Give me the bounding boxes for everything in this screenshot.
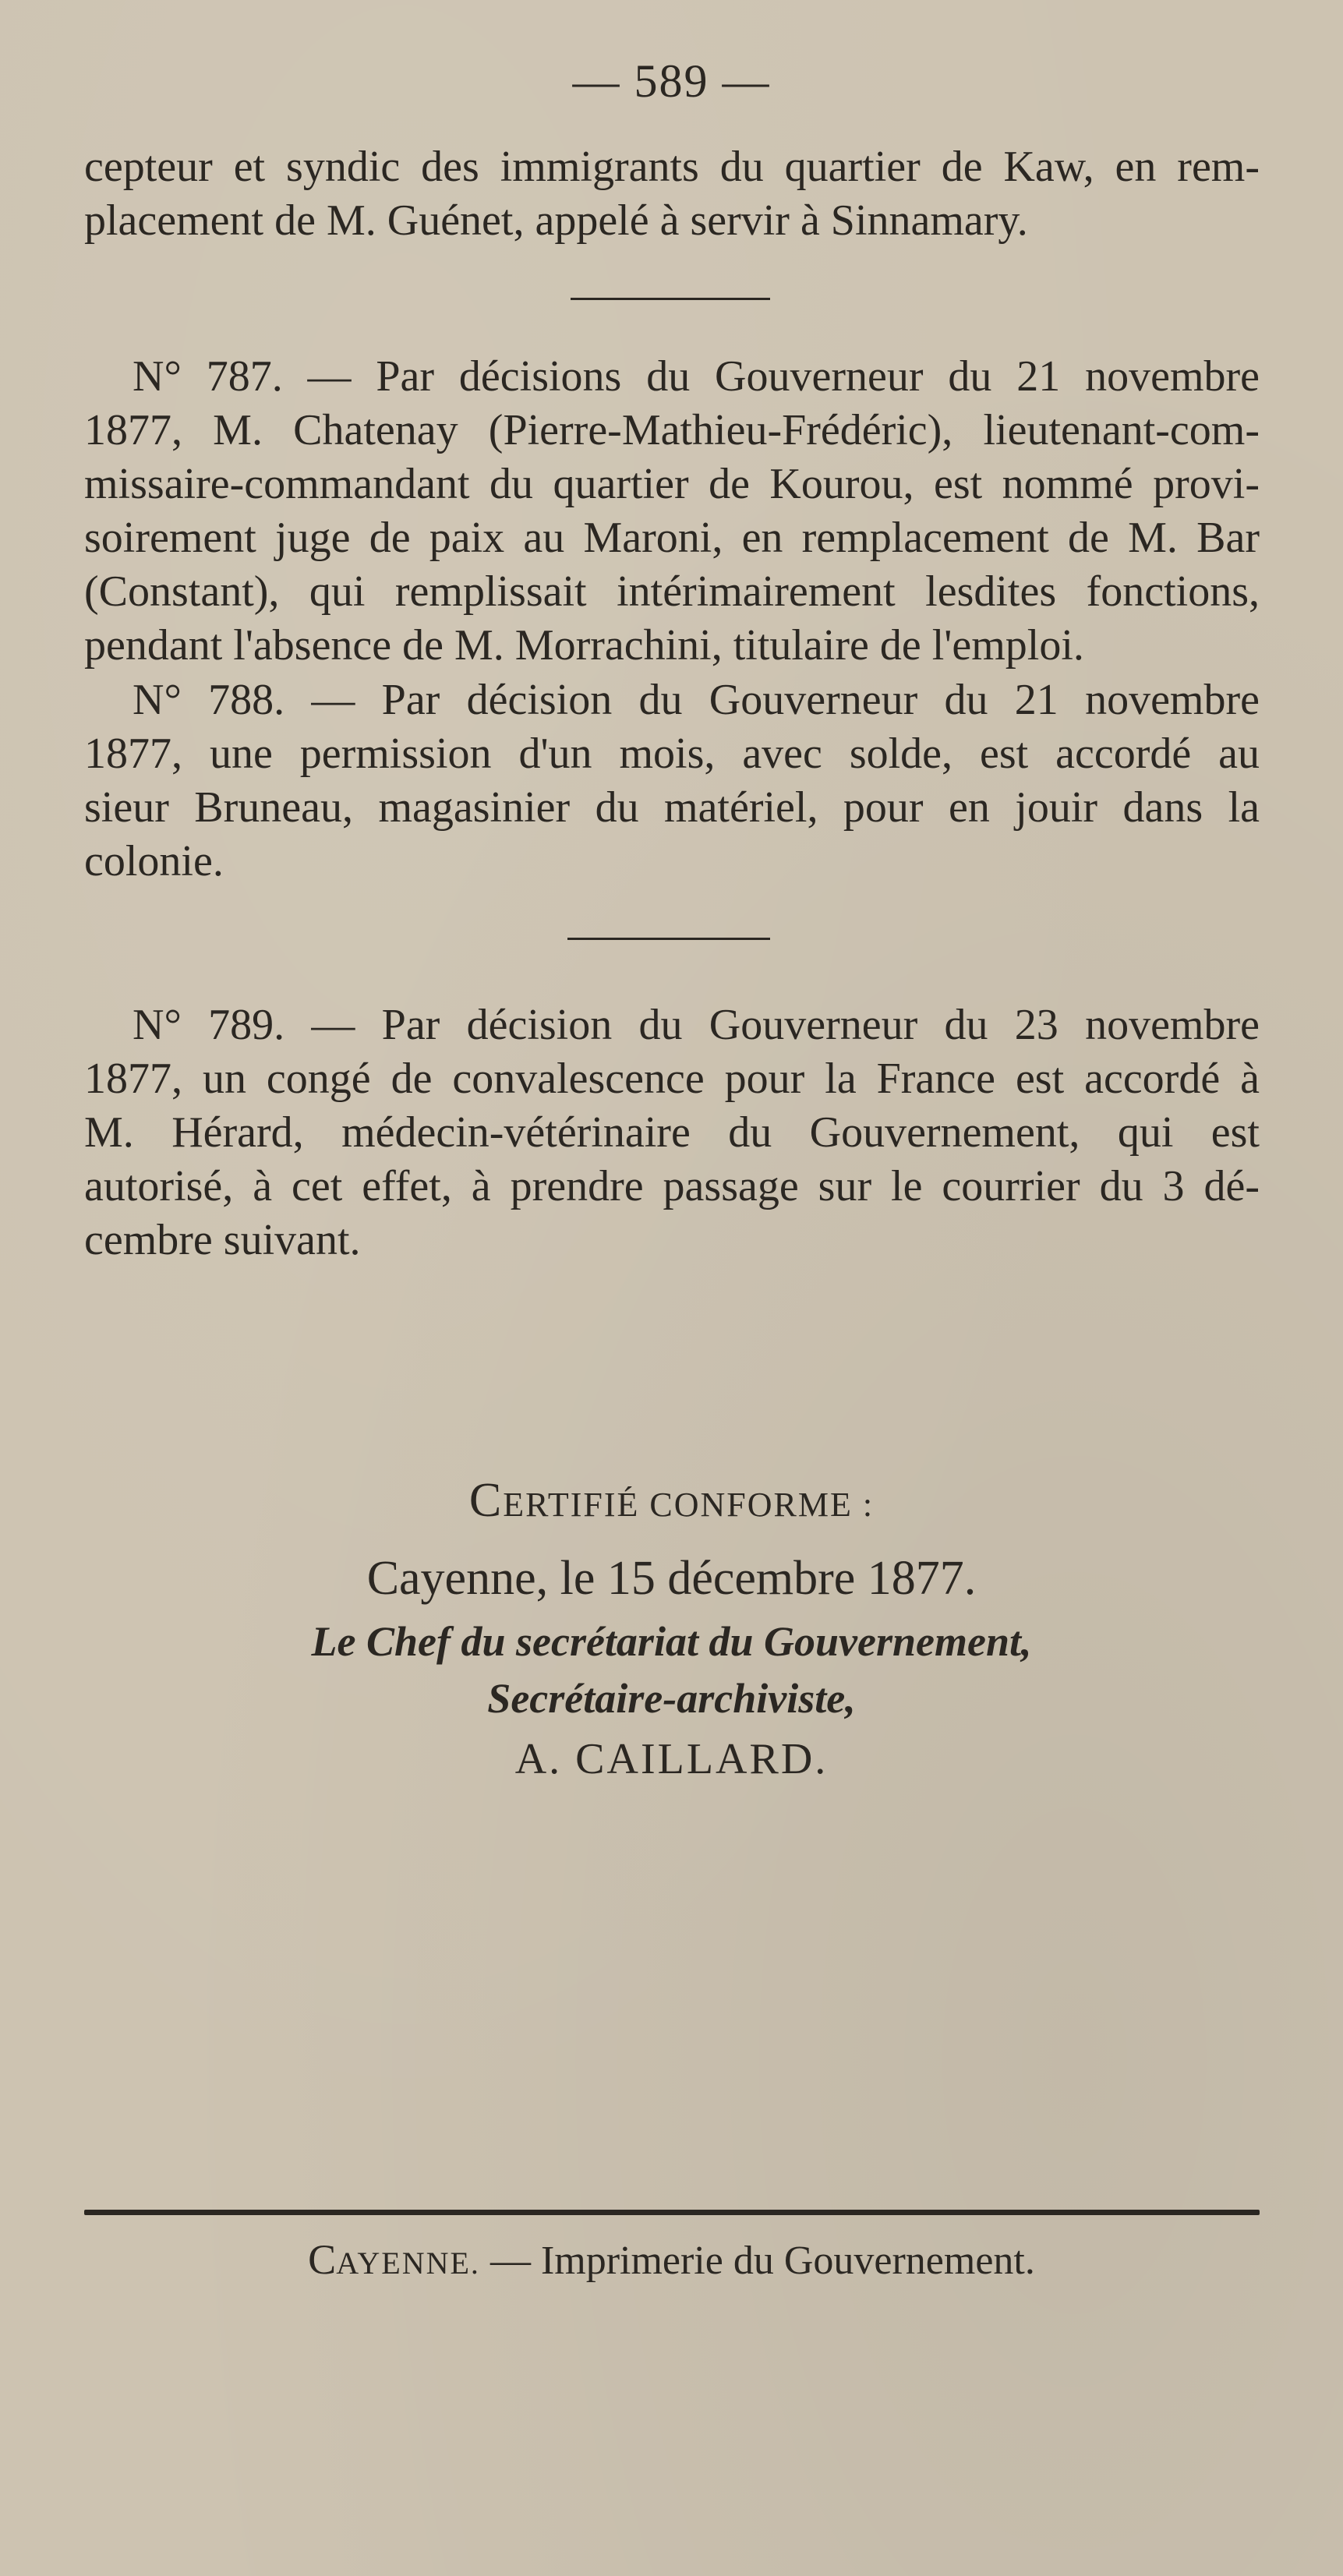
separator-rule [567, 938, 770, 940]
text-line: 1877, un congé de convalescence pour la France est accordé à [84, 1055, 1260, 1103]
text-line: N° 787. — Par décisions du Gouverneur du 21 novembre [133, 352, 1260, 401]
page-number: — 589 — [572, 55, 771, 107]
imprint-text: — Imprimerie du Gouvernement. [479, 2239, 1035, 2283]
text-line: placement de M. Guénet, appelé à servir à Sinnamary. [84, 196, 1028, 245]
text-line: 1877, M. Chatenay (Pierre-Mathieu-Frédéric), lieutenant-com- [84, 406, 1260, 454]
signature-name: A. CAILLARD. [514, 1735, 829, 1783]
chef-title: Le Chef du secrétariat du Gouvernement, [311, 1618, 1032, 1665]
text-line: cepteur et syndic des immigrants du quartier de Kaw, en rem- [84, 143, 1260, 191]
text-line: N° 789. — Par décision du Gouverneur du 23 novembre [133, 1001, 1260, 1049]
city-rest: AYENNE. [336, 2246, 480, 2281]
text-line: M. Hérard, médecin-vétérinaire du Gouvernement, qui est [84, 1108, 1260, 1157]
text-line: cembre suivant. [84, 1216, 361, 1264]
certified-heading [0, 1473, 1343, 1528]
certified-rest: ERTIFIÉ CONFORME : [503, 1486, 875, 1524]
text-line: soirement juge de paix au Maroni, en remplacement de M. Bar [84, 514, 1260, 562]
entry-789 [84, 998, 1260, 1267]
separator-rule [571, 298, 770, 300]
certification-date: Cayenne, le 15 décembre 1877. [366, 1552, 977, 1605]
entry-788 [84, 673, 1260, 889]
text-line: pendant l'absence de M. Morrachini, titulaire de l'emploi. [84, 621, 1084, 670]
footer-rule [84, 2210, 1260, 2215]
printer-imprint [0, 2235, 1343, 2284]
text-line: autorisé, à cet effet, à prendre passage sur le courrier du 3 dé- [84, 1162, 1260, 1210]
text-line: colonie. [84, 837, 224, 885]
text-line: 1877, une permission d'un mois, avec solde, est accordé au [84, 730, 1260, 778]
city-initial: C [308, 2236, 337, 2283]
certified-initial: C [468, 1474, 504, 1527]
secretary-title: Secrétaire-archiviste, [487, 1675, 856, 1722]
text-line: (Constant), qui remplissait intérimairement lesdites fonctions, [84, 567, 1260, 616]
text-line: missaire-commandant du quartier de Kourou, est nommé provi- [84, 460, 1260, 508]
entry-787 [84, 350, 1260, 673]
intro-paragraph [84, 140, 1260, 248]
text-line: N° 788. — Par décision du Gouverneur du 21 novembre [133, 676, 1260, 724]
text-line: sieur Bruneau, magasinier du matériel, pour en jouir dans la [84, 783, 1260, 832]
